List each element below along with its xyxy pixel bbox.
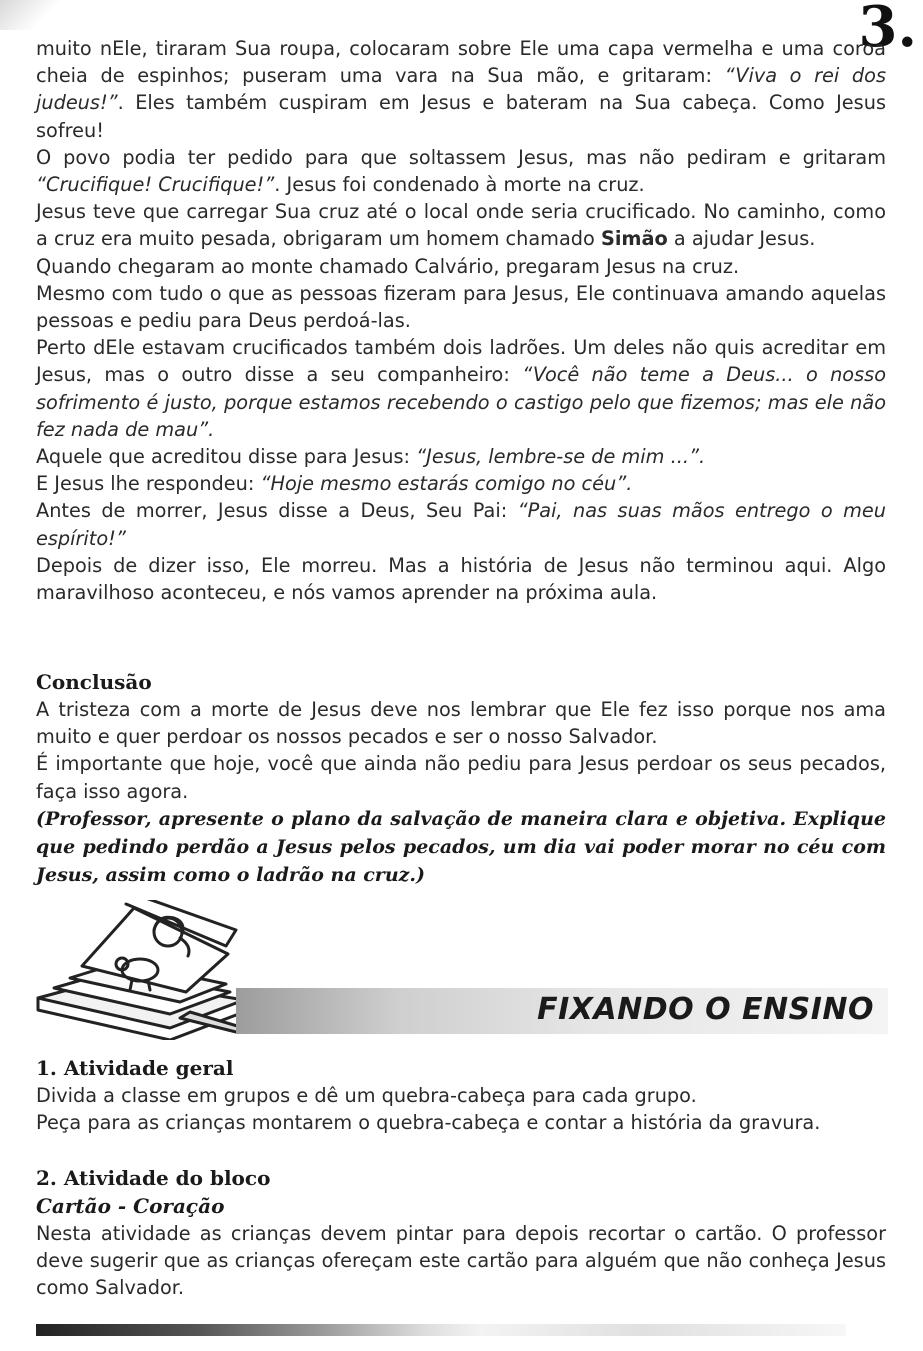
books-drawing-illustration — [30, 900, 260, 1044]
activity-2-text: Nesta atividade as crianças devem pintar para depois recortar o cartão. O professor deve sugerir que as crianças ofereçam este cartão para alguém que não conheça Jesus como Salvador. — [36, 1222, 886, 1300]
story-paragraph-6: Perto dEle estavam crucificados também dois ladrões. Um deles não quis acreditar em Jesus, mas o outro disse a seu companheiro: “Você não teme a Deus... o nosso sofrimento é justo, porque estamos recebendo o castigo pelo que fizemos; mas ele não fez nada de mau”. — [36, 336, 886, 441]
activity-2-heading: 2. Atividade do bloco — [36, 1166, 271, 1190]
activity-1-line-1: Divida a classe em grupos e dê um quebra-cabeça para cada grupo. — [36, 1084, 697, 1107]
story-paragraph-2: O povo podia ter pedido para que soltassem Jesus, mas não pediram e gritaram “Crucifique! Crucifique!”. Jesus foi condenado à morte na cruz. — [36, 145, 886, 197]
story-paragraph-7: Aquele que acreditou disse para Jesus: “Jesus, lembre-se de mim ...”. — [36, 445, 706, 469]
story-paragraph-3: Jesus teve que carregar Sua cruz até o local onde seria crucificado. No caminho, como a cruz era muito pesada, obrigaram um homem chamado Simão a ajudar Jesus. — [36, 200, 886, 251]
activity-1-section — [36, 1054, 886, 1136]
story-paragraph-1: muito nEle, tiraram Sua roupa, colocaram sobre Ele uma capa vermelha e uma coroa cheia de espinhos; puseram uma vara na Sua mão, e gritaram: “Viva o rei dos judeus!”. Eles também cuspiram em Jesus e bateram na Sua cabeça. Como Jesus sofreu! — [36, 37, 886, 142]
conclusion-paragraph-1: A tristeza com a morte de Jesus deve nos lembrar que Ele fez isso porque nos ama muito e quer perdoar os nossos pecados e ser o nosso Salvador. — [36, 698, 886, 749]
story-paragraph-4: Quando chegaram ao monte chamado Calvário, pregaram Jesus na cruz. — [36, 254, 740, 278]
story-paragraph-10: Depois de dizer isso, Ele morreu. Mas a história de Jesus não terminou aqui. Algo maravilhoso aconteceu, e nós vamos aprender na próxima aula. — [36, 553, 886, 605]
story-section — [36, 35, 886, 606]
activity-2-section — [36, 1164, 886, 1302]
activity-2-subheading: Cartão - Coração — [36, 1194, 225, 1218]
section-banner-title: FIXANDO O ENSINO — [537, 992, 874, 1027]
activity-1-heading: 1. Atividade geral — [36, 1056, 234, 1080]
story-paragraph-9: Antes de morrer, Jesus disse a Deus, Seu Pai: “Pai, nas suas mãos entrego o meu espírito!” — [36, 499, 886, 550]
books-drawing-icon — [30, 900, 260, 1040]
teacher-note: (Professor, apresente o plano da salvação de maneira clara e objetiva. Explique que pedindo perdão a Jesus pelos pecados, um dia vai poder morar no céu com Jesus, assim como o ladrão na cruz.) — [36, 807, 886, 886]
conclusion-heading: Conclusão — [36, 670, 152, 694]
activity-1-line-2: Peça para as crianças montarem o quebra-cabeça e contar a história da gravura. — [36, 1111, 821, 1135]
story-paragraph-8: E Jesus lhe respondeu: “Hoje mesmo estarás comigo no céu”. — [36, 472, 633, 496]
scan-corner-shade — [0, 0, 60, 30]
conclusion-section — [36, 668, 886, 889]
page-number: 3. — [858, 0, 917, 60]
story-paragraph-5: Mesmo com tudo o que as pessoas fizeram para Jesus, Ele continuava amando aquelas pessoas e pediu para Deus perdoá-las. — [36, 281, 886, 333]
section-banner — [236, 988, 888, 1034]
conclusion-paragraph-2: É importante que hoje, você que ainda não pediu para Jesus perdoar os seus pecados, faça isso agora. — [36, 752, 886, 803]
footer-bar — [36, 1324, 846, 1336]
